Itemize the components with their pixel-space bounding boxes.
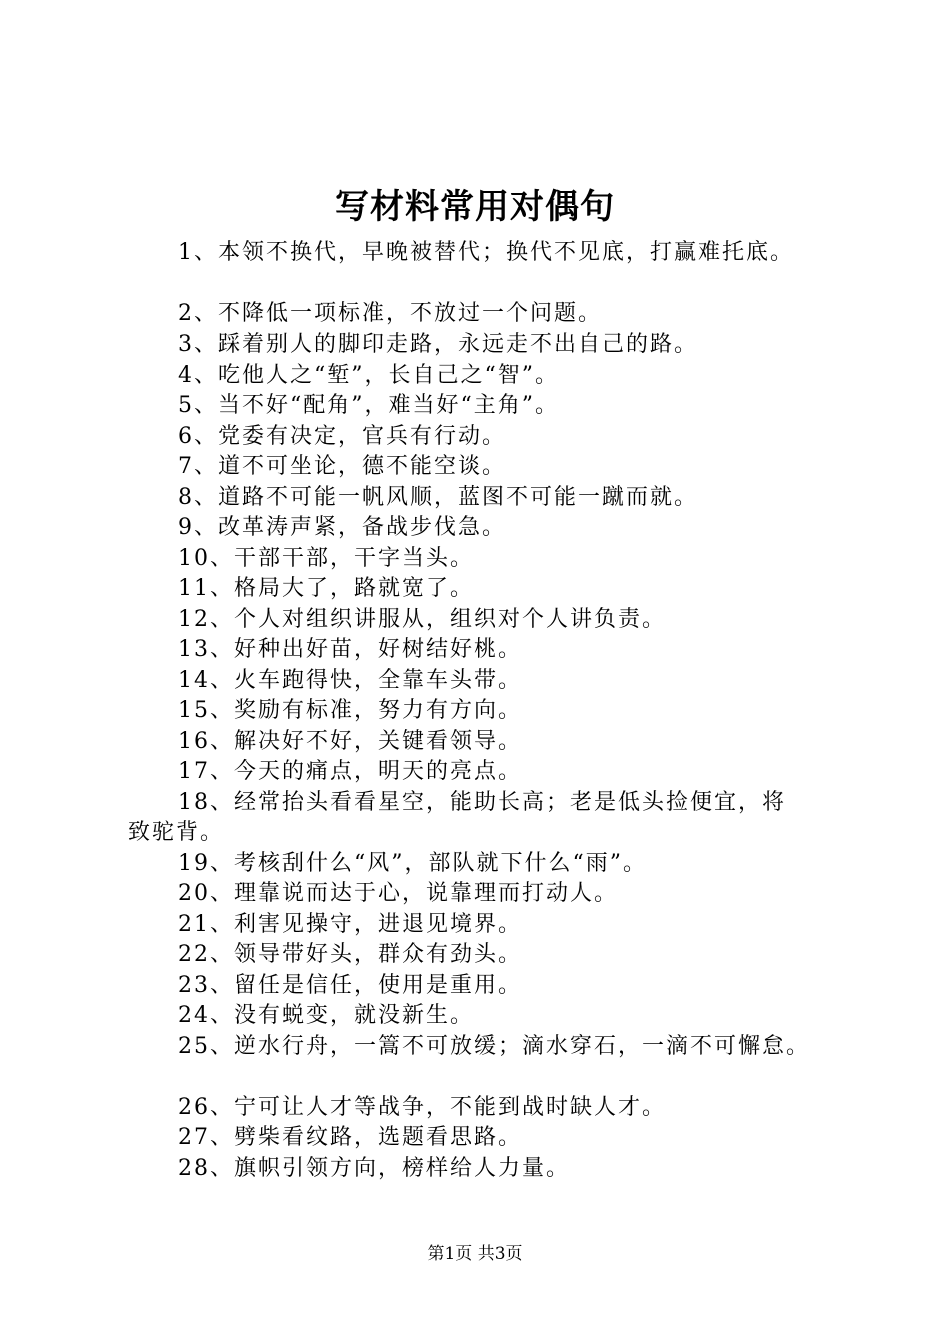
list-item: 21、利害见操守，进退见境界。 <box>178 912 522 937</box>
list-item: 16、解决好不好，关键看领导。 <box>178 729 522 754</box>
list-item: 3、踩着别人的脚印走路，永远走不出自己的路。 <box>178 332 698 357</box>
list-item: 2、不降低一项标准，不放过一个问题。 <box>178 301 602 326</box>
list-item: 8、道路不可能一帆风顺，蓝图不可能一蹴而就。 <box>178 485 698 510</box>
list-item: 24、没有蜕变，就没新生。 <box>178 1003 474 1028</box>
list-item: 27、劈柴看纹路，选题看思路。 <box>178 1125 522 1150</box>
list-item: 6、党委有决定，官兵有行动。 <box>178 424 506 449</box>
list-item: 11、格局大了，路就宽了。 <box>178 576 474 601</box>
list-item: 20、理靠说而达于心，说靠理而打动人。 <box>178 881 618 906</box>
list-item: 1、本领不换代，早晚被替代；换代不见底，打赢难托底。 <box>178 240 794 265</box>
list-item: 26、宁可让人才等战争，不能到战时缺人才。 <box>178 1095 666 1120</box>
list-item: 22、领导带好头，群众有劲头。 <box>178 942 522 967</box>
list-item: 9、改革涛声紧，备战步伐急。 <box>178 515 506 540</box>
page-footer: 第1页 共3页 <box>427 1244 523 1264</box>
list-item: 19、考核刮什么“风”，部队就下什么“雨”。 <box>178 851 647 876</box>
page-title: 写材料常用对偶句 <box>335 187 615 227</box>
list-item: 18、经常抬头看看星空，能助长高；老是低头捡便宜，将 <box>178 790 786 815</box>
list-item: 28、旗帜引领方向，榜样给人力量。 <box>178 1156 570 1181</box>
list-item: 15、奖励有标准，努力有方向。 <box>178 698 522 723</box>
list-item: 14、火车跑得快，全靠车头带。 <box>178 668 522 693</box>
list-item: 5、当不好“配角”，难当好“主角”。 <box>178 393 559 418</box>
list-item: 25、逆水行舟，一篙不可放缓；滴水穿石，一滴不可懈怠。 <box>178 1034 810 1059</box>
list-item: 4、吃他人之“堑”，长自己之“智”。 <box>178 363 559 388</box>
list-item: 12、个人对组织讲服从，组织对个人讲负责。 <box>178 607 666 632</box>
list-item: 13、好种出好苗，好树结好桃。 <box>178 637 522 662</box>
list-item: 23、留任是信任，使用是重用。 <box>178 973 522 998</box>
list-item: 10、干部干部，干字当头。 <box>178 546 474 571</box>
list-item: 7、道不可坐论，德不能空谈。 <box>178 454 506 479</box>
list-item: 17、今天的痛点，明天的亮点。 <box>178 759 522 784</box>
list-item-continuation: 致驼背。 <box>128 820 225 845</box>
